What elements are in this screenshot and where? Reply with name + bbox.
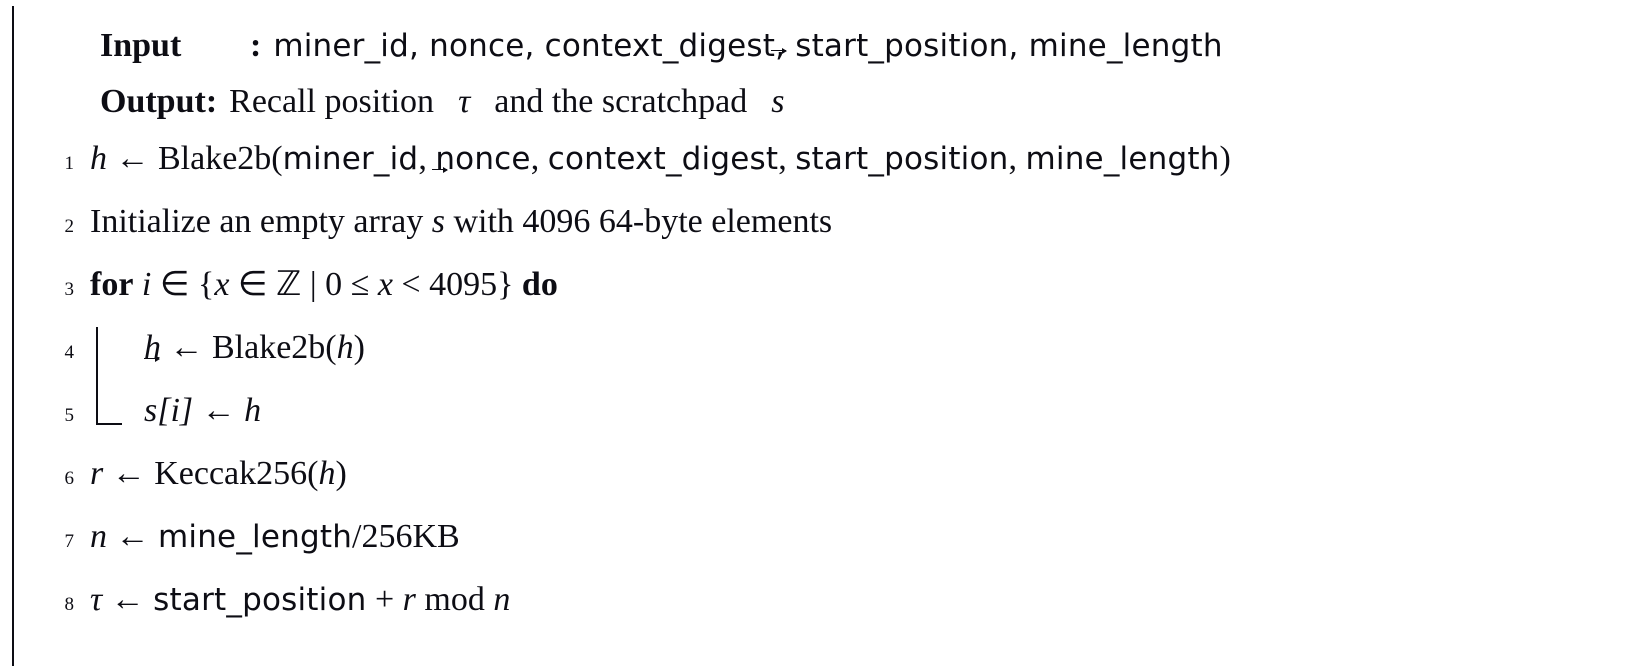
input-identifier: miner_id xyxy=(273,28,409,64)
input-separator: , xyxy=(775,28,796,64)
line-content xyxy=(90,571,1646,629)
text-run: ∈ { xyxy=(151,266,215,303)
text-run: , xyxy=(530,140,548,177)
math-symbol: h xyxy=(90,140,107,177)
input-identifier: mine_length xyxy=(1028,28,1223,64)
text-run: ) xyxy=(353,329,365,366)
algorithm-output-row xyxy=(0,74,1646,130)
input-value xyxy=(273,18,1222,74)
text-run: Blake2b( xyxy=(158,140,283,177)
math-symbol: x xyxy=(377,266,393,303)
text-run: ← xyxy=(193,392,245,429)
text-run: mod xyxy=(415,581,494,618)
algorithm-line xyxy=(0,319,1646,382)
line-number: 7 xyxy=(64,531,74,552)
math-symbol: r xyxy=(402,581,416,618)
text-run: , xyxy=(778,140,796,177)
identifier: context_digest xyxy=(547,141,779,177)
output-tau-symbol: τ xyxy=(458,83,471,120)
text-run: + xyxy=(366,581,403,618)
line-content xyxy=(90,193,1646,251)
line-number: 4 xyxy=(64,342,74,363)
input-identifier: context_digest xyxy=(544,28,776,64)
input-identifier: start_position xyxy=(795,28,1009,64)
algorithm-line xyxy=(0,130,1646,193)
line-number: 1 xyxy=(64,153,74,174)
identifier: start_position xyxy=(153,582,367,618)
output-label: Output: xyxy=(100,83,218,120)
output-value xyxy=(229,74,784,130)
text-run: ∈ ℤ | 0 ≤ xyxy=(229,266,378,303)
text-run: , xyxy=(418,140,436,177)
vector-symbol: s xyxy=(144,382,157,440)
math-symbol: x xyxy=(214,266,230,303)
input-identifier: nonce xyxy=(429,28,525,64)
identifier: mine_length xyxy=(1025,141,1220,177)
line-content xyxy=(90,130,1646,188)
algorithm-line xyxy=(0,445,1646,508)
input-label: Input xyxy=(100,27,182,64)
output-scratchpad-symbol: s xyxy=(771,74,784,130)
keyword: for xyxy=(90,266,134,303)
keyword: do xyxy=(521,266,558,303)
text-run xyxy=(133,266,142,303)
identifier: mine_length xyxy=(158,519,353,555)
algorithm-input-row xyxy=(0,18,1646,74)
identifier: start_position xyxy=(795,141,1009,177)
math-symbol: τ xyxy=(90,581,103,618)
math-symbol: [i] xyxy=(157,392,194,429)
input-separator: , xyxy=(409,28,430,64)
line-content xyxy=(90,445,1646,503)
text-run: ← xyxy=(103,455,155,492)
math-symbol: r xyxy=(90,455,104,492)
text-run: ) xyxy=(335,455,347,492)
line-content xyxy=(90,256,1646,314)
text-run: Initialize an empty array xyxy=(90,203,432,240)
algorithm-line xyxy=(0,193,1646,256)
line-number: 6 xyxy=(64,468,74,489)
loop-body xyxy=(0,319,1646,445)
input-separator: , xyxy=(1008,28,1029,64)
output-text-middle: and the scratchpad xyxy=(494,83,748,120)
text-run: ← xyxy=(107,518,158,555)
output-text-before: Recall position xyxy=(229,83,435,120)
text-run: , xyxy=(1008,140,1026,177)
algorithm-line xyxy=(0,508,1646,571)
math-symbol: h xyxy=(244,392,262,429)
algorithm-line xyxy=(0,382,1646,445)
math-symbol: h xyxy=(144,329,161,366)
text-run: Keccak256( xyxy=(154,455,319,492)
text-run: /256KB xyxy=(352,518,460,555)
input-colon: : xyxy=(250,27,262,64)
line-number: 8 xyxy=(64,594,74,615)
text-run: < 4095} xyxy=(392,266,522,303)
line-number: 3 xyxy=(64,279,74,300)
vector-symbol: s xyxy=(432,193,445,251)
text-run: with 4096 64-byte elements xyxy=(444,203,833,240)
line-number: 2 xyxy=(64,216,74,237)
text-run: Blake2b( xyxy=(212,329,337,366)
text-run: ← xyxy=(102,581,154,618)
algorithm-line xyxy=(0,571,1646,634)
line-content xyxy=(90,508,1646,566)
input-separator: , xyxy=(524,28,545,64)
line-number: 5 xyxy=(64,405,74,426)
identifier: miner_id xyxy=(282,141,419,177)
math-symbol: h xyxy=(336,329,354,366)
text-run: ) xyxy=(1219,140,1231,177)
math-symbol: n xyxy=(493,581,511,618)
text-run: ← xyxy=(107,140,158,177)
line-content xyxy=(90,382,1646,440)
identifier: nonce xyxy=(435,141,531,177)
line-content xyxy=(90,319,1646,377)
algorithm-lines xyxy=(0,130,1646,634)
math-symbol: i xyxy=(141,266,152,303)
math-symbol: h xyxy=(318,455,336,492)
text-run: ← xyxy=(161,329,212,366)
math-symbol: n xyxy=(90,518,107,555)
algorithm-line xyxy=(0,256,1646,319)
